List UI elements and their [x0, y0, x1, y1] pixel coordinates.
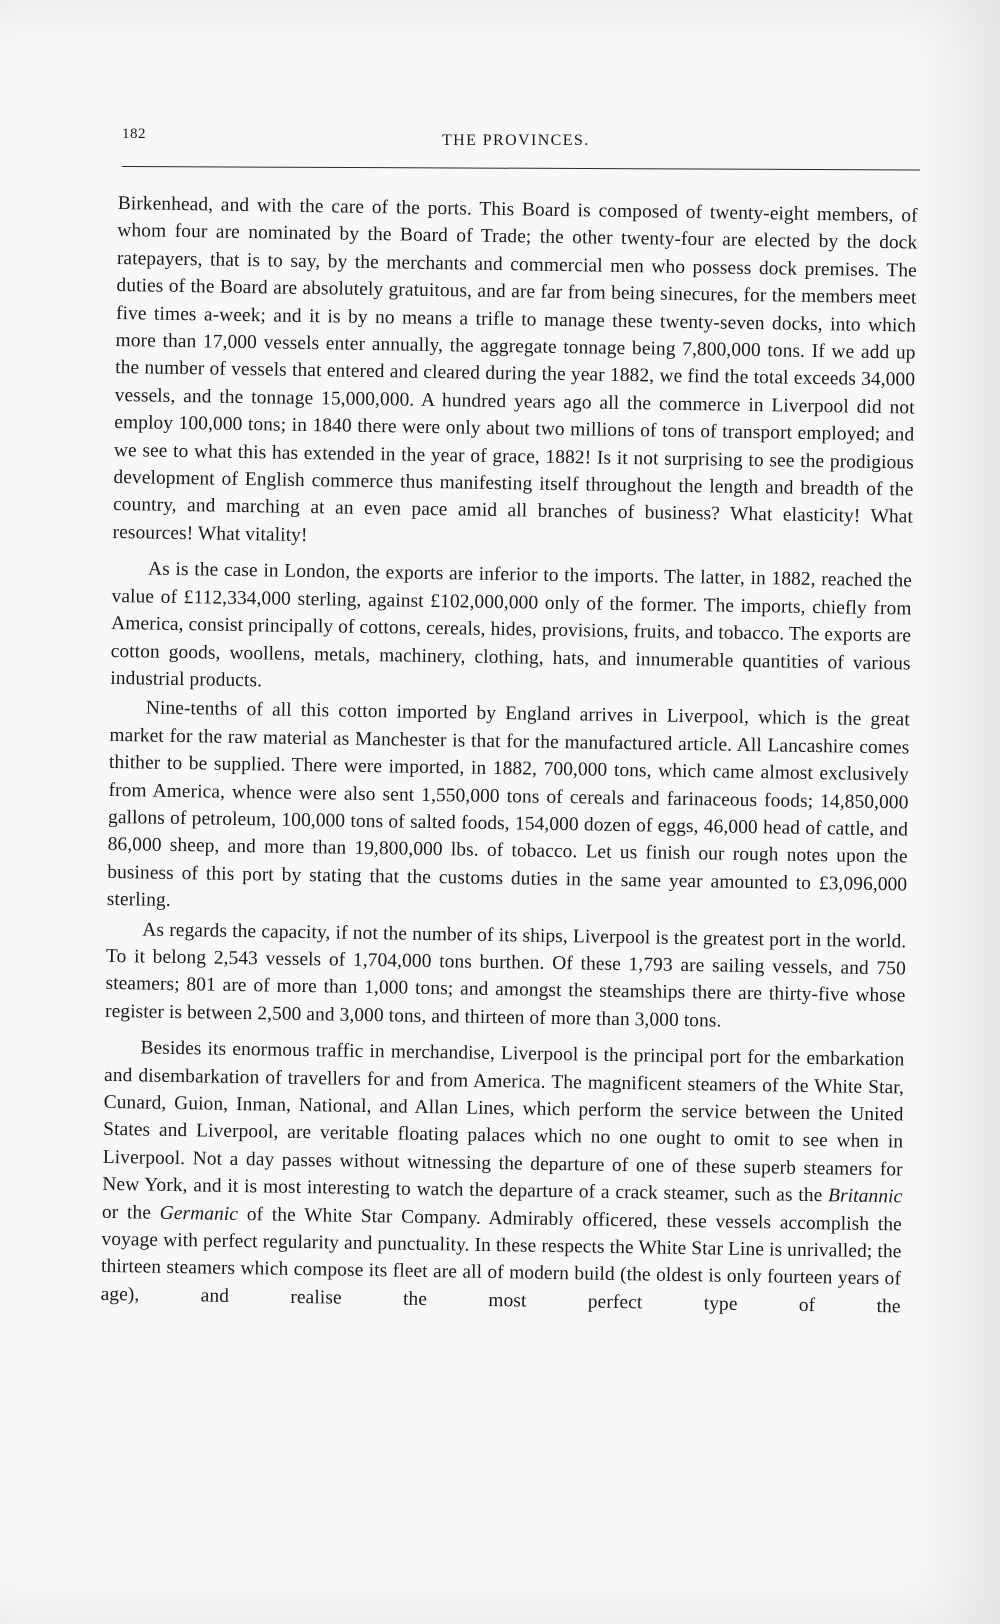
paragraph-2: As is the case in London, the exports are inferior to the imports. The latter, in 1882, reached the value of £112,334,000 sterling, against £102,000,000 only of the former. The imports, chiefly from America, consist principally of cottons, cereals, hides, provisions, fruits, and tobacco. The exports are cotton goods, woollens, metals, machinery, clothing, hats, and innumerable quantities of various industrial products.: [110, 558, 913, 692]
header-rule: [122, 166, 920, 170]
page-number: 182: [122, 126, 146, 142]
ship-name-germanic: Germanic: [159, 1202, 239, 1225]
paragraph-5: [100, 1034, 904, 1321]
paragraph-5-text-b: or the: [101, 1201, 160, 1224]
paragraph-1: Birkenhead, and with the care of the ports. This Board is composed of twenty-eight members, of whom four are nominated by the Board of Trade; the other twenty-four are elected by the dock ratepayers, that is to say, by the merchants and commercial men who possess dock premises. The duties of the Board are absolutely gratuitous, and are far from being sinecures, for the members meet five times a-week; and it is by no means a trifle to manage these twenty-seven docks, into which more than 17,000 vessels enter annually, the aggregate tonnage being 7,800,000 tons. If we add up the number of vessels that entered and cleared during the year 1882, we find the total exceeds 34,000 vessels, and the tonnage 15,000,000. A hundred years ago all the commerce in Liverpool did not employ 100,000 tons; in 1840 there were only about two millions of tons of transport employed; and we see to what this has extended in the year of grace, 1882! Is it not surprising to see the prodigious development of English commerce thus manifesting itself throughout the length and breadth of the country, and marching at an even pace amid all branches of business? What elasticity! What resources! What vitality!: [112, 192, 918, 546]
paragraph-5-text-c: of the White Star Company. Admirably officered, these vessels accomplish the voyage with perfect regularity and punctuality. In these respects the White Star Line is unrivalled; the thirteen steamers which compose its fleet are all of modern build (the oldest is only fourteen years of age), and realise the most perfect type of the: [100, 1203, 902, 1318]
body-text: [100, 190, 917, 1321]
paragraph-4: As regards the capacity, if not the number of its ships, Liverpool is the greatest port in the world. To it belong 2,543 vessels of 1,704,000 tons burthen. Of these 1,793 are sailing vessels, and 750 steamers; 801 are of more than 1,000 tons; and amongst the steamships there are thirty-five whose register is between 2,500 and 3,000 tons, and thirteen of more than 3,000 tons.: [104, 919, 907, 1032]
running-title: THE PROVINCES.: [442, 132, 590, 149]
paragraph-5-text-a: Besides its enormous traffic in merchandise, Liverpool is the principal port for the embarkation and disembarkation of travellers for and from America. The magnificent steamers of the White Star, Cunard, Guion, Inman, National, and Allan Lines, which perform the service between the United States and Liverpool, are veritable floating palaces which no one ought to omit to see when in Liverpool. Not a day passes without witnessing the departure of one of these superb steamers for New York, and it is most interesting to watch the departure of a crack steamer, such as the: [102, 1037, 905, 1207]
ship-name-britannic: Britannic: [827, 1185, 903, 1208]
page-header: [122, 122, 922, 156]
paragraph-3: Nine-tenths of all this cotton imported by England arrives in Liverpool, which is the great market for the raw material as Manchester is that for the manufactured article. All Lancashire comes thither to be supplied. There were imported, in 1882, 700,000 tons, which came almost exclusively from America, whence were also sent 1,550,000 tons of cereals and farinaceous foods; 14,850,000 gallons of petroleum, 100,000 tons of salted foods, 154,000 dozen of eggs, 46,000 head of cattle, and 86,000 sheep, and more than 19,800,000 lbs. of tobacco. Let us finish our rough notes upon the business of this port by stating that the customs duties in the same year amounted to £3,096,000 sterling.: [106, 697, 910, 912]
